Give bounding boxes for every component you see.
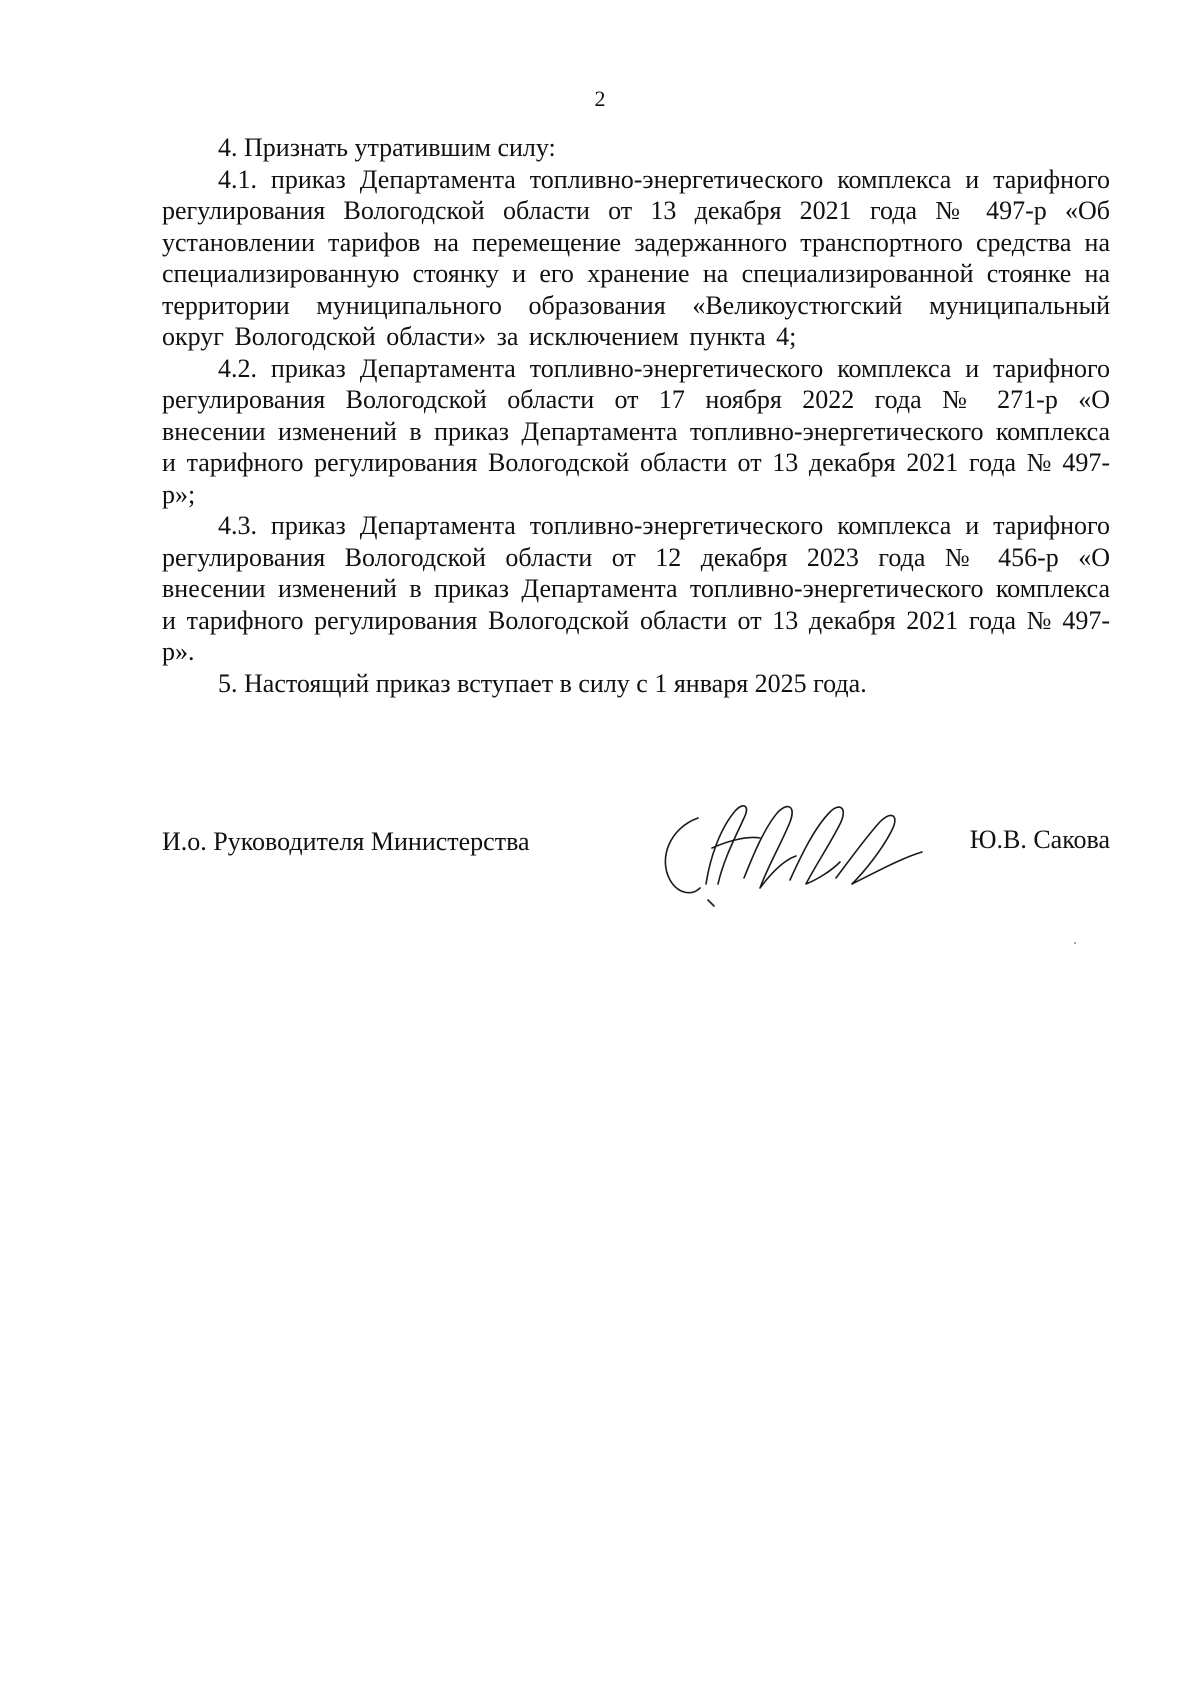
paragraph-4-1: 4.1. приказ Департамента топливно-энергетического комплекса и тарифного регулирования Вологодской области от 13 декабря 2021 года № 497-р «Об установлении тарифов на перемещение задержанного транспортного средства на специализированную стоянку и его хранение на специализированной стоянке на территории муниципального образования «Великоустюгский муниципальный округ Вологодской области» за исключением пункта 4; xyxy=(162,164,1110,351)
signer-name: Ю.В. Сакова xyxy=(969,825,1110,854)
paragraph-5: 5. Настоящий приказ вступает в силу с 1 января 2025 года. xyxy=(218,668,867,698)
page-number: 2 xyxy=(594,86,606,111)
handwritten-signature xyxy=(640,788,930,908)
paragraph-4-2: 4.2. приказ Департамента топливно-энергетического комплекса и тарифного регулирования Вологодской области от 17 ноября 2022 года № 271-р «О внесении изменений в приказ Департамента топливно-энергетического комплекса и тарифного регулирования Вологодской области от 13 декабря 2021 года № 497-р»; xyxy=(162,353,1110,509)
signer-position: И.о. Руководителя Министерства xyxy=(162,827,530,856)
scan-speck xyxy=(1074,942,1076,944)
paragraph-4-3: 4.3. приказ Департамента топливно-энергетического комплекса и тарифного регулирования Вологодской области от 12 декабря 2023 года № 456-р «О внесении изменений в приказ Департамента топливно-энергетического комплекса и тарифного регулирования Вологодской области от 13 декабря 2021 года № 497-р». xyxy=(162,511,1110,666)
signature-block xyxy=(162,798,1110,908)
document-body xyxy=(162,132,1110,699)
paragraph-4: 4. Признать утратившим силу: xyxy=(218,133,556,162)
